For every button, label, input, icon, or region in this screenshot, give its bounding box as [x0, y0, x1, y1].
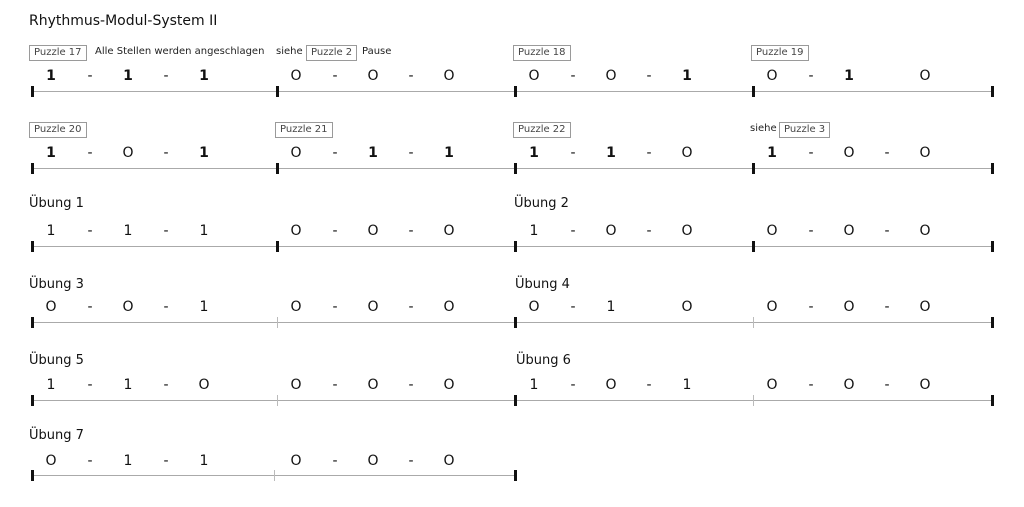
- rest-dash: -: [408, 453, 414, 469]
- rest-dash: -: [163, 453, 169, 469]
- measure-divider: [274, 470, 275, 481]
- beat-one: 1: [767, 145, 777, 161]
- beat-zero: O: [367, 453, 379, 469]
- rhythm-line: [32, 400, 992, 401]
- beat-one: 1: [368, 145, 378, 161]
- measure-divider: [753, 317, 754, 328]
- puzzle-tag: Puzzle 22: [513, 122, 571, 138]
- beat-zero: O: [290, 68, 302, 84]
- beat-zero: O: [681, 223, 693, 239]
- exercise-heading: Übung 7: [29, 428, 84, 443]
- beat-one: 1: [529, 223, 539, 239]
- rest-dash: -: [570, 145, 576, 161]
- rest-dash: -: [808, 68, 814, 84]
- beat-one: 1: [444, 145, 454, 161]
- beat-one: 1: [46, 68, 56, 84]
- rest-dash: -: [408, 299, 414, 315]
- beat-zero: O: [605, 68, 617, 84]
- beat-one: 1: [123, 377, 133, 393]
- beat-zero: O: [198, 377, 210, 393]
- puzzle-tag: Puzzle 19: [751, 45, 809, 61]
- beat-zero: O: [528, 299, 540, 315]
- measure-bar: [752, 241, 755, 252]
- rest-dash: -: [570, 68, 576, 84]
- rest-dash: -: [332, 299, 338, 315]
- puzzle-tag: Puzzle 3: [779, 122, 830, 138]
- rhythm-line: [32, 91, 992, 92]
- exercise-heading: Übung 1: [29, 196, 84, 211]
- rhythm-line: [32, 246, 992, 247]
- measure-bar: [752, 86, 755, 97]
- beat-zero: O: [843, 377, 855, 393]
- beat-zero: O: [605, 223, 617, 239]
- measure-bar: [31, 395, 34, 406]
- page-title: Rhythmus-Modul-System II: [29, 13, 218, 29]
- rhythm-line: [32, 322, 992, 323]
- puzzle-tag: Puzzle 18: [513, 45, 571, 61]
- rest-dash: -: [884, 377, 890, 393]
- beat-zero: O: [290, 223, 302, 239]
- beat-one: 1: [529, 145, 539, 161]
- measure-divider: [277, 395, 278, 406]
- beat-one: 1: [199, 145, 209, 161]
- beat-zero: O: [122, 299, 134, 315]
- beat-zero: O: [766, 223, 778, 239]
- rest-dash: -: [646, 145, 652, 161]
- exercise-heading: Übung 3: [29, 277, 84, 292]
- beat-zero: O: [290, 453, 302, 469]
- measure-bar: [752, 163, 755, 174]
- measure-bar: [991, 86, 994, 97]
- beat-zero: O: [919, 145, 931, 161]
- beat-one: 1: [844, 68, 854, 84]
- beat-zero: O: [443, 68, 455, 84]
- beat-one: 1: [199, 223, 209, 239]
- beat-zero: O: [843, 299, 855, 315]
- beat-zero: O: [122, 145, 134, 161]
- measure-bar: [276, 163, 279, 174]
- beat-zero: O: [45, 453, 57, 469]
- rest-dash: -: [646, 68, 652, 84]
- beat-one: 1: [123, 68, 133, 84]
- rest-dash: -: [163, 377, 169, 393]
- exercise-heading: Übung 6: [516, 353, 571, 368]
- rest-dash: -: [408, 68, 414, 84]
- rest-dash: -: [408, 377, 414, 393]
- beat-zero: O: [843, 145, 855, 161]
- rest-dash: -: [808, 299, 814, 315]
- rest-dash: -: [646, 377, 652, 393]
- rest-dash: -: [646, 223, 652, 239]
- beat-one: 1: [123, 223, 133, 239]
- measure-bar: [31, 86, 34, 97]
- beat-zero: O: [919, 299, 931, 315]
- beat-one: 1: [199, 68, 209, 84]
- rest-dash: -: [408, 223, 414, 239]
- beat-zero: O: [528, 68, 540, 84]
- rest-dash: -: [87, 453, 93, 469]
- rest-dash: -: [332, 223, 338, 239]
- puzzle-tag: Puzzle 21: [275, 122, 333, 138]
- beat-one: 1: [606, 145, 616, 161]
- measure-bar: [31, 470, 34, 481]
- beat-zero: O: [443, 453, 455, 469]
- rest-dash: -: [332, 377, 338, 393]
- beat-one: 1: [529, 377, 539, 393]
- beat-zero: O: [367, 68, 379, 84]
- rest-dash: -: [808, 145, 814, 161]
- beat-zero: O: [290, 377, 302, 393]
- beat-one: 1: [123, 453, 133, 469]
- beat-one: 1: [46, 223, 56, 239]
- beat-zero: O: [681, 299, 693, 315]
- annotation-note: Pause: [362, 46, 392, 57]
- measure-bar: [31, 241, 34, 252]
- rest-dash: -: [570, 299, 576, 315]
- rhythm-line: [32, 168, 992, 169]
- rest-dash: -: [408, 145, 414, 161]
- beat-zero: O: [919, 68, 931, 84]
- beat-one: 1: [46, 377, 56, 393]
- exercise-heading: Übung 5: [29, 353, 84, 368]
- rest-dash: -: [332, 68, 338, 84]
- rest-dash: -: [163, 223, 169, 239]
- beat-zero: O: [367, 223, 379, 239]
- measure-divider: [753, 395, 754, 406]
- rest-dash: -: [163, 68, 169, 84]
- beat-one: 1: [682, 68, 692, 84]
- rest-dash: -: [87, 223, 93, 239]
- rest-dash: -: [163, 299, 169, 315]
- annotation-note: siehe: [276, 46, 303, 57]
- beat-zero: O: [766, 299, 778, 315]
- beat-zero: O: [290, 145, 302, 161]
- beat-zero: O: [45, 299, 57, 315]
- measure-bar: [991, 395, 994, 406]
- beat-one: 1: [46, 145, 56, 161]
- beat-zero: O: [919, 377, 931, 393]
- beat-zero: O: [766, 377, 778, 393]
- measure-bar: [991, 163, 994, 174]
- annotation-note: siehe: [750, 123, 777, 134]
- measure-bar: [31, 163, 34, 174]
- rest-dash: -: [570, 377, 576, 393]
- beat-one: 1: [682, 377, 692, 393]
- rest-dash: -: [808, 223, 814, 239]
- beat-one: 1: [606, 299, 616, 315]
- puzzle-tag: Puzzle 2: [306, 45, 357, 61]
- puzzle-tag: Puzzle 20: [29, 122, 87, 138]
- beat-zero: O: [290, 299, 302, 315]
- measure-bar: [276, 86, 279, 97]
- exercise-heading: Übung 4: [515, 277, 570, 292]
- measure-bar: [514, 86, 517, 97]
- measure-divider: [277, 317, 278, 328]
- beat-one: 1: [199, 299, 209, 315]
- rest-dash: -: [570, 223, 576, 239]
- rest-dash: -: [87, 299, 93, 315]
- rest-dash: -: [87, 68, 93, 84]
- beat-zero: O: [443, 223, 455, 239]
- rest-dash: -: [87, 145, 93, 161]
- beat-zero: O: [681, 145, 693, 161]
- beat-one: 1: [199, 453, 209, 469]
- puzzle-tag: Puzzle 17: [29, 45, 87, 61]
- rest-dash: -: [884, 299, 890, 315]
- beat-zero: O: [443, 299, 455, 315]
- rest-dash: -: [884, 223, 890, 239]
- rest-dash: -: [332, 145, 338, 161]
- measure-bar: [514, 317, 517, 328]
- rest-dash: -: [332, 453, 338, 469]
- beat-zero: O: [367, 377, 379, 393]
- rest-dash: -: [808, 377, 814, 393]
- annotation-note: Alle Stellen werden angeschlagen: [95, 46, 265, 57]
- beat-zero: O: [919, 223, 931, 239]
- beat-zero: O: [605, 377, 617, 393]
- measure-bar: [31, 317, 34, 328]
- measure-bar: [276, 241, 279, 252]
- rest-dash: -: [163, 145, 169, 161]
- rest-dash: -: [884, 145, 890, 161]
- rest-dash: -: [87, 377, 93, 393]
- measure-bar: [991, 317, 994, 328]
- measure-bar: [514, 470, 517, 481]
- exercise-heading: Übung 2: [514, 196, 569, 211]
- measure-bar: [514, 241, 517, 252]
- measure-bar: [514, 163, 517, 174]
- beat-zero: O: [367, 299, 379, 315]
- measure-bar: [514, 395, 517, 406]
- beat-zero: O: [843, 223, 855, 239]
- beat-zero: O: [766, 68, 778, 84]
- measure-bar: [991, 241, 994, 252]
- beat-zero: O: [443, 377, 455, 393]
